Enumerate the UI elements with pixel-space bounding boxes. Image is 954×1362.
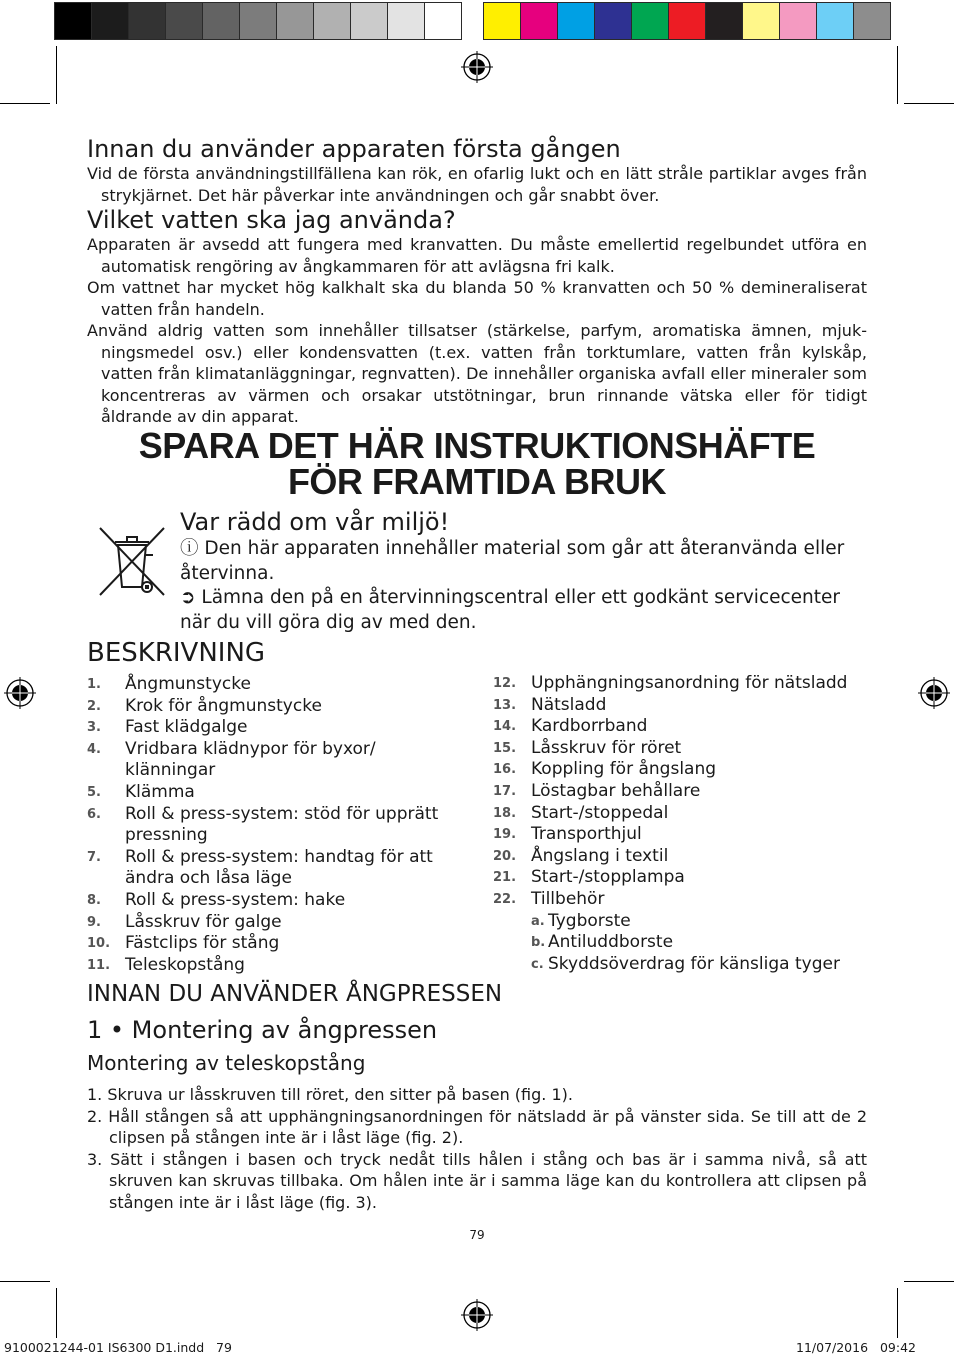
gray-swatch-4 <box>165 2 203 40</box>
part-item <box>493 846 873 868</box>
accessory-item <box>493 954 873 976</box>
part-item <box>493 759 873 781</box>
part-item <box>87 739 457 782</box>
part-label: Fästclips för stång <box>125 933 280 954</box>
color-swatch-6 <box>668 2 706 40</box>
part-number: 12. <box>493 676 517 691</box>
part-label: Koppling för ångslang <box>531 759 717 780</box>
gray-swatch-7 <box>276 2 314 40</box>
part-number: 4. <box>87 741 101 757</box>
part-item <box>87 890 457 912</box>
part-number: 18. <box>493 805 517 821</box>
before-use-title: INNAN DU ANVÄNDER ÅNGPRESSEN <box>87 981 503 1007</box>
registration-mark-top <box>461 51 493 83</box>
crop-mark-bottom-left-v <box>56 1288 57 1338</box>
environment-line-1-text: Den här apparaten innehåller material som går att återanvända eller återvinna. <box>180 538 845 584</box>
water-paragraph-2: Om vattnet har mycket hög kalkhalt ska du blanda 50 % kranvatten och 50 % demineraliserat vatten från handeln. <box>87 278 867 319</box>
part-label: Upphängningsanordning för nätsladd <box>531 673 848 693</box>
color-swatch-11 <box>853 2 891 40</box>
part-number: 3. <box>87 720 101 736</box>
part-number: 6. <box>87 806 101 822</box>
crop-mark-bottom-right-v <box>897 1288 898 1338</box>
part-item <box>87 696 457 718</box>
part-label: Teleskopstång <box>125 954 245 975</box>
save-instructions-line-2: FÖR FRAMTIDA BRUK <box>287 461 667 502</box>
mounting-step-2: 2. Håll stången så att upphängningsanordningen för nätsladd är på vänster sida. Se till att de 2 clipsen på stången inte är i låst läge (fig. 2). <box>87 1106 867 1147</box>
first-use-title: Innan du använder apparaten första gången <box>87 135 621 163</box>
save-instructions-title <box>87 425 867 502</box>
accessory-label: Skyddsöverdrag för känsliga tyger <box>548 953 840 974</box>
part-item <box>493 673 873 695</box>
gray-swatch-3 <box>128 2 166 40</box>
water-paragraph-1: Apparaten är avsedd att fungera med kranvatten. Du måste emellertid regelbundet utföra en automatisk rengöring av ångkammaren för att avlägsna fri kalk. <box>87 235 867 276</box>
arrow-icon: ➲ <box>180 587 196 608</box>
part-number: 20. <box>493 848 517 864</box>
accessory-letter: b. <box>531 935 546 951</box>
mounting-steps <box>87 1084 867 1213</box>
part-number: 8. <box>87 892 101 908</box>
part-item <box>87 717 457 739</box>
part-label: Kardborrband <box>531 716 648 737</box>
part-item <box>493 889 873 911</box>
accessory-label: Antiluddborste <box>548 932 674 953</box>
part-label: Roll & press-system: stöd för upprätt pressning <box>125 803 439 846</box>
part-item <box>493 803 873 825</box>
part-item <box>493 716 873 738</box>
part-label: Start-/stoppedal <box>531 802 669 823</box>
parts-list-right <box>493 673 873 975</box>
color-swatch-2 <box>520 2 558 40</box>
environment-line-1 <box>180 537 867 586</box>
part-number: 21. <box>493 870 517 886</box>
part-number: 11. <box>87 957 111 973</box>
part-item <box>87 674 457 696</box>
gray-swatch-8 <box>313 2 351 40</box>
accessory-letter: c. <box>531 956 544 972</box>
part-label: Fast klädgalge <box>125 717 248 738</box>
part-item <box>87 912 457 934</box>
part-item <box>87 804 457 847</box>
part-number: 2. <box>87 698 101 714</box>
part-item <box>87 955 457 977</box>
mounting-step-1: 1. Skruva ur låsskruven till röret, den sitter på basen (fig. 1). <box>87 1085 573 1104</box>
environment-line-2-text: Lämna den på en återvinningscentral eller ett godkänt servicecenter när du vill göra dig av med den. <box>180 587 841 633</box>
color-swatch-3 <box>557 2 595 40</box>
part-item <box>493 867 873 889</box>
part-label: Tillbehör <box>531 888 605 909</box>
environment-line-2 <box>180 586 867 635</box>
part-number: 19. <box>493 827 517 843</box>
mounting-title: 1 • Montering av ångpressen <box>87 1016 438 1044</box>
part-label: Låsskruv för galge <box>125 911 282 932</box>
crop-mark-top-left-v <box>56 46 57 104</box>
part-number: 1. <box>87 677 101 692</box>
part-number: 13. <box>493 697 517 713</box>
color-swatch-10 <box>816 2 854 40</box>
part-label: Klämma <box>125 781 195 802</box>
part-label: Vridbara klädnypor för byxor/ klänningar <box>125 738 376 781</box>
gray-swatch-11 <box>424 2 462 40</box>
crop-mark-bottom-left-h <box>0 1281 50 1282</box>
info-icon: ⓘ <box>180 538 199 559</box>
part-label: Låsskruv för röret <box>531 737 682 758</box>
part-label: Ångslang i textil <box>531 845 669 866</box>
part-item <box>493 781 873 803</box>
part-item <box>493 695 873 717</box>
part-number: 5. <box>87 784 101 800</box>
part-label: Löstagbar behållare <box>531 780 701 801</box>
gray-swatch-6 <box>239 2 277 40</box>
crop-mark-top-right-h <box>904 103 954 104</box>
part-label: Roll & press-system: hake <box>125 889 346 910</box>
color-swatch-7 <box>705 2 743 40</box>
mounting-step-3: 3. Sätt i stången i basen och tryck nedåt tills hålen i stång och bas är i samma nivå, så att skruven kan skruvas tillbaka. Om hålen inte är i samma läge kan du kontrollera att clipsen på stången inte är i låst läge (fig. 3). <box>87 1149 867 1212</box>
part-label: Ångmunstycke <box>125 674 251 694</box>
color-swatch-5 <box>631 2 669 40</box>
crossed-out-bin-icon <box>97 523 167 599</box>
part-number: 9. <box>87 914 101 930</box>
color-swatch-1 <box>483 2 521 40</box>
part-label: Start-/stopplampa <box>531 867 685 888</box>
part-number: 16. <box>493 762 517 778</box>
registration-mark-right <box>918 677 950 709</box>
part-label: Roll & press-system: handtag för att ändra och låsa läge <box>125 846 433 889</box>
part-number: 14. <box>493 719 517 735</box>
save-instructions-line-1: SPARA DET HÄR INSTRUKTIONSHÄFTE <box>138 425 816 466</box>
parts-list-left <box>87 674 457 976</box>
gray-swatch-2 <box>91 2 129 40</box>
part-label: Transporthjul <box>531 824 642 845</box>
accessory-item <box>493 911 873 933</box>
gray-swatch-10 <box>387 2 425 40</box>
part-number: 7. <box>87 849 101 865</box>
footer-date-time: 11/07/2016 09:42 <box>796 1340 916 1355</box>
part-number: 17. <box>493 783 517 799</box>
footer-file-info: 9100021244-01 IS6300 D1.indd 79 <box>4 1340 232 1355</box>
gray-swatch-9 <box>350 2 388 40</box>
registration-mark-left <box>4 677 36 709</box>
environment-section <box>180 507 867 635</box>
crop-mark-top-left-h <box>0 103 50 104</box>
environment-title: Var rädd om vår miljö! <box>180 508 450 536</box>
part-item <box>493 738 873 760</box>
color-swatch-4 <box>594 2 632 40</box>
part-number: 22. <box>493 891 517 907</box>
page-number: 79 <box>469 1228 485 1242</box>
color-swatch-8 <box>742 2 780 40</box>
accessory-letter: a. <box>531 913 545 929</box>
part-item <box>87 847 457 890</box>
accessory-item <box>493 932 873 954</box>
gray-swatch-1 <box>54 2 92 40</box>
grayscale-calibration-bar <box>54 2 461 40</box>
accessory-label: Tygborste <box>548 910 631 931</box>
water-paragraph-3: Använd aldrig vatten som innehåller tillsatser (stärkelse, parfym, aromatiska ämnen, mjukningsmedel osv.) eller kondensvatten (t.ex. vatten från torktumlare, vatten från kylskåp, vatten från klimatanläggningar, regnvatten). De innehåller organiska avfall eller mineraler som koncentreras av värmen och orsakar utstötningar, brun rinnande vätska eller för tidigt åldrande av din apparat. <box>87 321 867 426</box>
water-section <box>87 206 867 428</box>
gray-swatch-5 <box>202 2 240 40</box>
first-use-section <box>87 135 867 206</box>
part-number: 10. <box>87 936 111 952</box>
first-use-paragraph: Vid de första användningstillfällena kan rök, en ofarlig lukt och en lätt stråle partiklar avges från strykjärnet. Det här påverkar inte användningen och går snabbt över. <box>87 164 867 205</box>
part-item <box>87 933 457 955</box>
telescopic-rod-subtitle: Montering av teleskopstång <box>87 1051 366 1075</box>
part-number: 15. <box>493 740 517 756</box>
water-title: Vilket vatten ska jag använda? <box>87 206 456 234</box>
color-swatch-9 <box>779 2 817 40</box>
description-title: BESKRIVNING <box>87 638 266 668</box>
crop-mark-top-right-v <box>897 46 898 104</box>
crop-mark-bottom-right-h <box>904 1281 954 1282</box>
registration-mark-bottom <box>461 1299 493 1331</box>
part-item <box>493 824 873 846</box>
color-calibration-bar <box>483 2 890 40</box>
part-label: Krok för ångmunstycke <box>125 695 322 716</box>
part-label: Nätsladd <box>531 694 607 715</box>
part-item <box>87 782 457 804</box>
